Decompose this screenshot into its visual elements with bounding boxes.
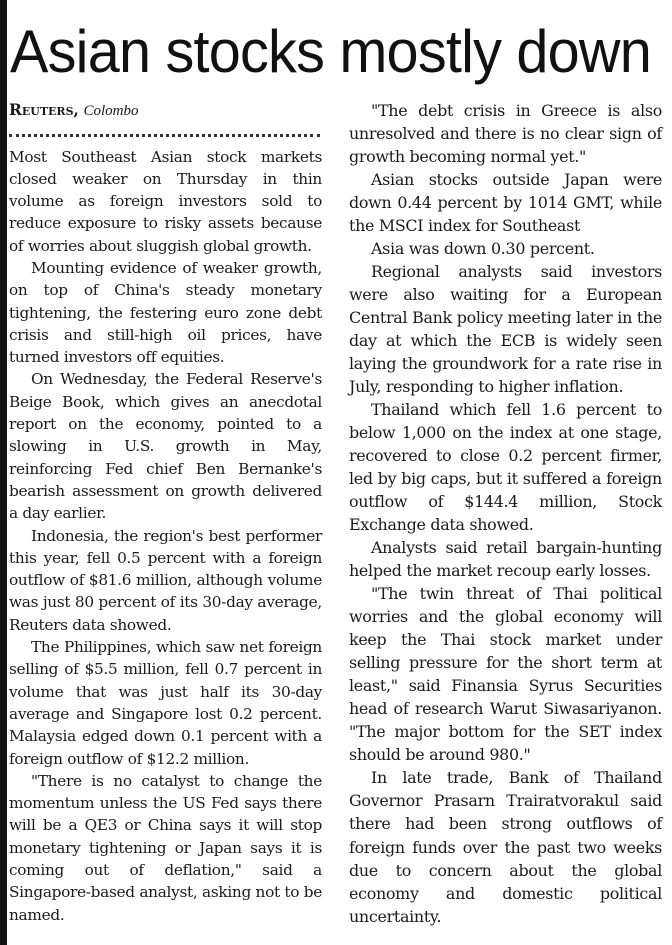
headline: Asian stocks mostly down <box>10 18 652 85</box>
article-paragraph: Mounting evidence of weaker growth, on top of China's steady monetary tightening, the festering euro zone debt crisis and still-high oil prices, have turned investors off equities. <box>9 258 322 367</box>
article-paragraph: Asia was down 0.30 percent. <box>371 239 595 259</box>
article-paragraph: In late trade, Bank of Thailand Governor Prasarn Trairatvorakul said there had been strong outflows of foreign funds over the past two weeks due to concern about the global economy and domestic political uncertainty. <box>349 768 662 926</box>
byline <box>9 99 322 123</box>
article-column-left <box>9 99 322 926</box>
article-paragraph: Most Southeast Asian stock markets closed weaker on Thursday in thin volume as foreign investors sold to reduce exposure to risky assets because of worries about sluggish global growth. <box>9 147 322 255</box>
byline-location: Colombo <box>83 103 139 119</box>
article-paragraph: Thailand which fell 1.6 percent to below 1,000 on the index at one stage, recovered to close 0.2 percent firmer, led by big caps, but it suffered a foreign outflow of $144.4 million, Stock Exchange data showed. <box>349 400 662 535</box>
article-paragraph: "The twin threat of Thai political worries and the global economy will keep the Thai stock market under selling pressure for the short term at least," said Finansia Syrus Securities head of research Warut Siwasariyanon. "The major bottom for the SET index should be around 980." <box>349 584 662 765</box>
article-paragraph: Asian stocks outside Japan were down 0.44 percent by 1014 GMT, while the MSCI index for Southeast <box>349 170 662 236</box>
article-paragraph: Indonesia, the region's best performer this year, fell 0.5 percent with a foreign outflow of $81.6 million, although volume was just 80 percent of its 30-day average, Reuters data showed. <box>9 526 322 634</box>
byline-agency: Reuters, <box>9 100 79 119</box>
article-paragraph: "There is no catalyst to change the momentum unless the US Fed says there will be a QE3 or China says it will stop monetary tightening or Japan says it is coming out of deflation," said a Singapore-based analyst, asking not to be named. <box>9 771 322 924</box>
article-paragraph: On Wednesday, the Federal Reserve's Beige Book, which gives an anecdotal report on the economy, pointed to a slowing in U.S. growth in May, reinforcing Fed chief Ben Bernanke's bearish assessment on growth delivered a day earlier. <box>9 370 322 523</box>
left-edge-rule <box>0 0 7 945</box>
article-paragraph: Analysts said retail bargain-hunting helped the market recoup early losses. <box>349 538 662 581</box>
dotted-divider <box>9 134 320 137</box>
article-paragraph: The Philippines, which saw net foreign selling of $5.5 million, fell 0.7 percent in volume that was just half its 30-day average and Singapore lost 0.2 percent. Malaysia edged down 0.1 percent with a foreign outflow of $12.2 million. <box>9 638 322 768</box>
article-paragraph: "The debt crisis in Greece is also unresolved and there is no clear sign of growth becoming normal yet." <box>349 101 662 167</box>
article-paragraph: Regional analysts said investors were also waiting for a European Central Bank policy meeting later in the day at which the ECB is widely seen laying the groundwork for a rate rise in July, responding to higher inflation. <box>349 262 662 397</box>
article-column-right <box>349 99 662 928</box>
